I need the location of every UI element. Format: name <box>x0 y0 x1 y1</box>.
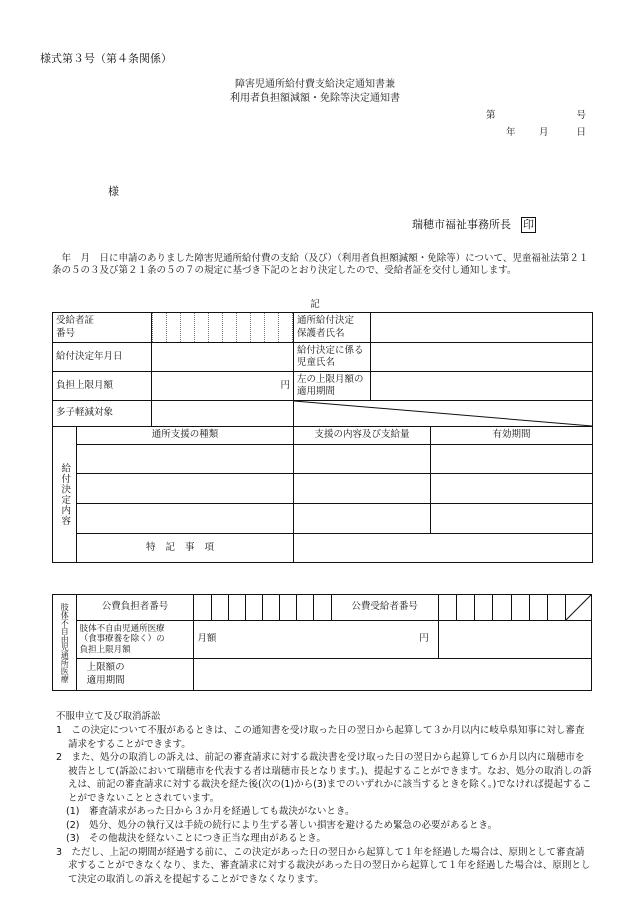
recipient-honorific: 様 <box>108 185 119 198</box>
digit-box <box>223 313 237 342</box>
medical-limit-blank <box>438 621 591 659</box>
note-2-sub-1: (1) 審査請求があった日から３か月を経過しても裁決がないとき。 <box>66 806 355 818</box>
medical-yen: 円 <box>419 633 429 645</box>
medical-period-line1: 上限額の <box>86 662 125 674</box>
recipient-digit-box <box>456 595 474 621</box>
note-2-sub-3: (3) その他裁決を経ないことにつき正当な理由があるとき。 <box>66 833 326 845</box>
recipient-no-value <box>152 313 294 343</box>
payer-digit-box <box>314 595 331 621</box>
content-side-label <box>53 427 77 563</box>
payer-digit-box <box>297 595 314 621</box>
recipient-digit-box-struck <box>566 595 592 621</box>
seal-mark: 印 <box>523 218 534 231</box>
payer-digit-box <box>211 595 228 621</box>
public-payer-label: 公費負担者番号 <box>76 595 194 621</box>
diagonal-strike <box>566 595 591 620</box>
payer-digit-box <box>262 595 279 621</box>
special-notes-value <box>294 534 593 563</box>
date-year: 年 <box>506 127 516 138</box>
note-2: 2 また、処分の取消しの訴えは、前記の審査請求に対する裁決書を受け取った日の翌日から起算して６か月以内に瑞穂市を被告として(訴訟において瑞穂市を代表する者は瑞穂市長となります。)、提起することができます。なお、処分の取消しの訴えは、前記の審査請求に対する裁決を経た後(次の(1)から(3)までのいずれかに該当するときを除く。)でなければ提起することができないこととされています。 <box>56 752 592 804</box>
number-suffix: 号 <box>576 110 586 121</box>
col-type-header: 通所支援の種類 <box>77 427 294 445</box>
col-valid-header: 有効期間 <box>431 427 593 445</box>
service-type-cell <box>77 474 294 504</box>
decision-date-text: 給付決定年月日 <box>56 350 123 362</box>
medical-limit-line3: 負担上限月額 <box>79 644 131 655</box>
decision-table <box>52 312 593 563</box>
document-title-line1: 障害児通所給付費支給決定通知書兼 <box>235 79 395 90</box>
service-valid-cell <box>431 504 593 534</box>
guardian-value <box>371 313 593 343</box>
decision-date-value <box>152 343 294 372</box>
decision-date-label <box>53 343 152 372</box>
period-value <box>371 372 593 401</box>
digit-box <box>167 313 181 342</box>
date-month: 月 <box>539 127 549 138</box>
child-label-line2: 児童氏名 <box>297 357 336 368</box>
monthly-label: 月額 <box>197 633 217 645</box>
digit-box <box>279 313 293 342</box>
service-valid-cell <box>431 474 593 504</box>
guardian-label-line2: 保護者氏名 <box>297 327 345 339</box>
date-day: 日 <box>576 127 586 138</box>
medical-limit-value <box>194 621 438 659</box>
digit-box <box>237 313 251 342</box>
medical-period-line2: 適用期間 <box>86 674 125 686</box>
col-amount-header: 支援の内容及び支給量 <box>294 427 431 445</box>
intro-paragraph: 年 月 日に申請のありました障害児通所給付費の支給（及び）（利用者負担額減額・免除等）について、児童福祉法第２１条の５の３及び第２１条の５の７の規定に基づき下記のとおり決定したので、受給者証を交付し通知します。 <box>52 253 589 277</box>
medical-limit-amount <box>197 633 434 645</box>
child-value <box>371 343 593 372</box>
content-side-text: 給付決定内容 <box>59 463 71 526</box>
payer-digit-box <box>194 595 211 621</box>
medical-period-value <box>194 659 592 691</box>
form-number: 様式第３号（第４条関係） <box>40 52 172 65</box>
medical-limit-line1: 肢体不自由児通所医療 <box>79 623 165 634</box>
note-3: 3 ただし、上記の期間が経過する前に、この決定があった日の翌日から起算して１年を経過した場合は、原則として審査請求することができなくなり、また、審査請求に対する裁決があった日の翌日から起算して１年を経過した場合は、原則として決定の取消しの訴えを提起することができなくなります。 <box>56 846 591 885</box>
medical-table <box>52 594 592 691</box>
limit-yen: 円 <box>280 379 291 391</box>
multi-child-text: 多子軽減対象 <box>56 407 114 419</box>
recipient-digit-box <box>547 595 565 621</box>
payer-digit-box <box>228 595 245 621</box>
digit-box <box>265 313 279 342</box>
medical-limit-line2: （食事療養を除く）の <box>79 634 165 645</box>
multi-child-label <box>53 401 152 427</box>
payer-digit-box <box>280 595 297 621</box>
service-amount-cell <box>294 445 431 474</box>
period-label-line1: 左の上限月額の <box>297 373 364 385</box>
child-label-line1: 給付決定に係る <box>297 344 364 356</box>
limit-text: 負担上限月額 <box>56 379 114 391</box>
child-label <box>294 343 371 372</box>
note-1: 1 この決定について不服があるときは、この通知書を受け取った日の翌日から起算して３か月以内に岐阜県知事に対し審査請求をすることができます。 <box>56 725 585 750</box>
service-type-cell <box>77 504 294 534</box>
service-amount-cell <box>294 504 431 534</box>
recipient-digit-box <box>475 595 493 621</box>
multi-child-value <box>152 401 294 427</box>
notes-heading: 不服申立て及び取消訴訟 <box>56 711 161 722</box>
digit-box <box>153 313 167 342</box>
issuer-name: 瑞穂市福祉事務所長 <box>412 218 511 231</box>
period-label-line2: 適用期間 <box>297 386 336 397</box>
medical-limit-label <box>76 621 194 659</box>
public-recipient-label: 公費受給者番号 <box>331 595 438 621</box>
period-label <box>294 372 371 401</box>
recipient-no-boxes <box>152 313 293 342</box>
number-prefix: 第 <box>486 110 496 121</box>
recipient-digit-box <box>511 595 529 621</box>
appeal-notes <box>56 710 592 886</box>
digit-box <box>195 313 209 342</box>
payer-digit-box <box>245 595 262 621</box>
multi-child-blank <box>294 401 593 427</box>
issuer <box>412 217 536 233</box>
digit-box <box>251 313 265 342</box>
guardian-label <box>294 313 371 343</box>
document-title-line2: 利用者負担額減額・免除等決定通知書 <box>230 93 400 104</box>
limit-label <box>53 372 152 401</box>
recipient-no-label-line1: 受給者証 <box>56 315 95 327</box>
medical-side-label <box>53 595 77 691</box>
digit-box <box>209 313 223 342</box>
guardian-label-line1: 通所給付決定 <box>297 315 355 327</box>
recipient-no-label <box>53 313 152 343</box>
recipient-no-label-line2: 番号 <box>56 327 76 339</box>
digit-box <box>181 313 195 342</box>
diagonal-strike <box>294 401 592 426</box>
service-valid-cell <box>431 445 593 474</box>
limit-value <box>152 372 294 401</box>
ki-heading: 記 <box>310 299 320 310</box>
medical-side-text: 肢体不自由児通所医療 <box>60 602 70 683</box>
service-type-cell <box>77 445 294 474</box>
recipient-digit-box <box>529 595 547 621</box>
note-2-sub-2: (2) 処分、処分の執行又は手続の続行により生ずる著しい損害を避けるため緊急の必要があるとき。 <box>66 819 498 831</box>
recipient-digit-box <box>438 595 456 621</box>
recipient-digit-box <box>493 595 511 621</box>
service-amount-cell <box>294 474 431 504</box>
medical-period-label <box>76 659 194 691</box>
special-notes-label: 特記事項 <box>77 534 294 563</box>
